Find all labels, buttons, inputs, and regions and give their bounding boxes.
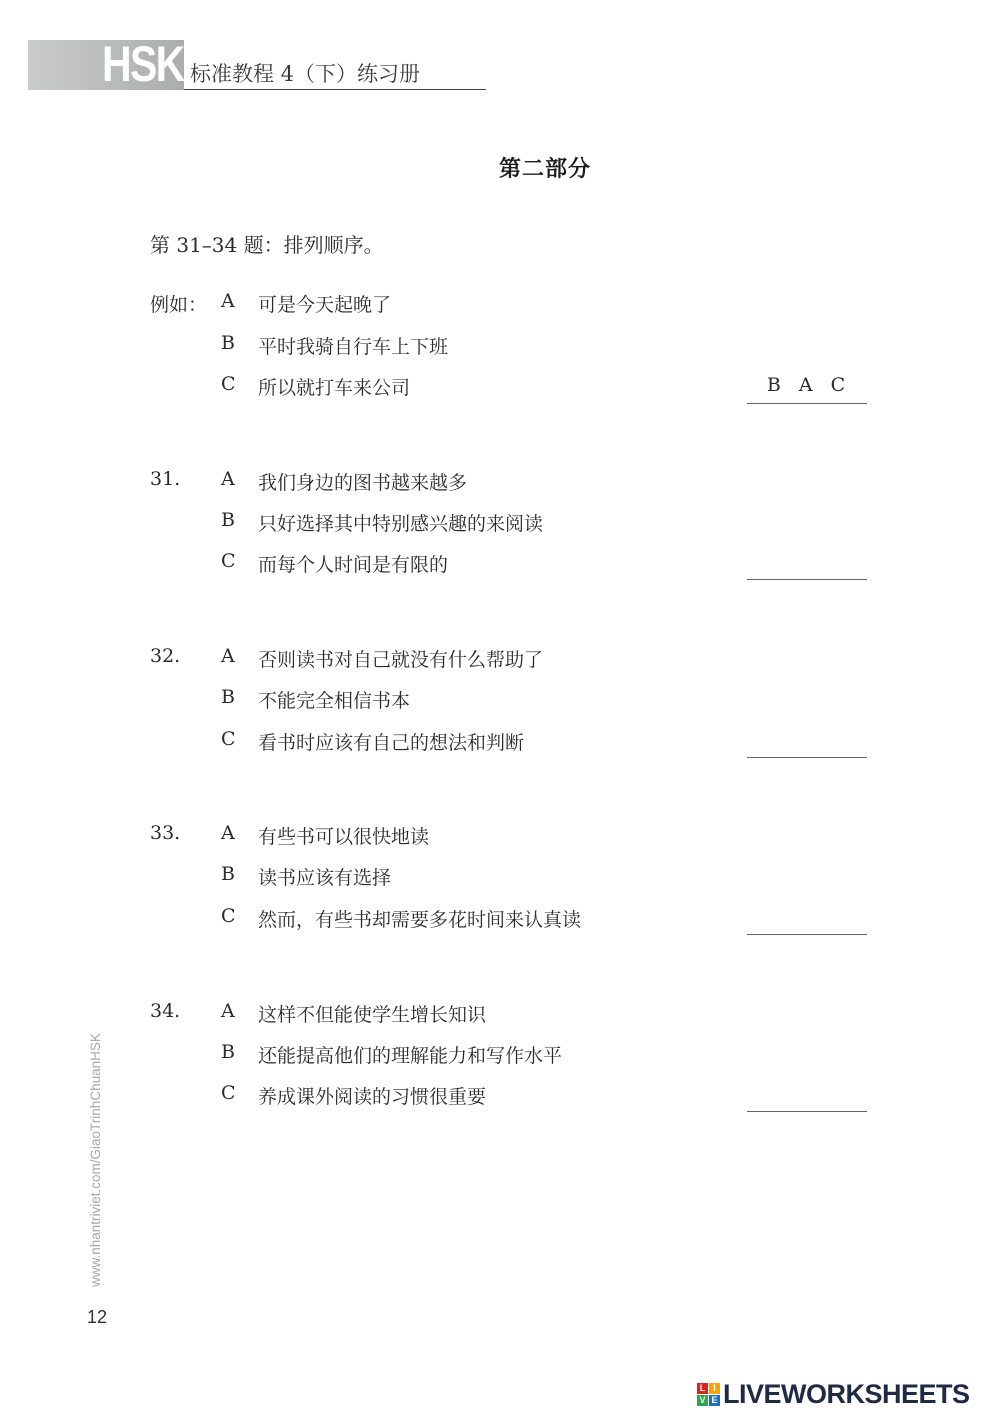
logo-tile-e: E (709, 1395, 720, 1406)
option-text: 养成课外阅读的习惯很重要 (258, 1086, 487, 1108)
example-answer: B A C (766, 374, 852, 396)
question-number: 33. (150, 822, 181, 844)
example-label: 例如： (150, 294, 208, 316)
option-letter: C (221, 905, 236, 927)
instruction: 第 31–34 题：排列顺序。 (150, 233, 384, 257)
option-text: 看书时应该有自己的想法和判断 (258, 732, 525, 754)
option-text: 然而，有些书却需要多花时间来认真读 (258, 909, 582, 931)
option-text: 不能完全相信书本 (258, 690, 411, 712)
answer-blank-34[interactable] (747, 1111, 867, 1112)
example-option-letter: C (221, 373, 236, 395)
option-letter: A (221, 1000, 235, 1022)
sidebar-url: www.nhantriviet.com/GiaoTrinhChuanHSK (88, 1033, 103, 1287)
section-title: 第二部分 (498, 156, 591, 182)
option-letter: A (221, 822, 235, 844)
option-letter: B (221, 509, 235, 531)
example-option-text: 所以就打车来公司 (258, 377, 411, 399)
question-number: 31. (150, 468, 181, 490)
option-letter: B (221, 1041, 235, 1063)
answer-blank-32[interactable] (747, 757, 867, 758)
page-number: 12 (87, 1307, 108, 1327)
liveworksheets-logo (697, 1379, 970, 1410)
logo-tile-l: L (697, 1383, 708, 1394)
example-answer-line (747, 403, 867, 404)
option-letter: A (221, 468, 235, 490)
option-letter: C (221, 550, 236, 572)
question-number: 32. (150, 645, 181, 667)
liveworksheets-wordmark: LIVEWORKSHEETS (723, 1379, 970, 1409)
logo-tile-v: V (697, 1395, 708, 1406)
option-text: 还能提高他们的理解能力和写作水平 (258, 1045, 563, 1067)
hsk-logo: HSK (102, 36, 184, 92)
example-option-letter: B (221, 332, 235, 354)
option-text: 读书应该有选择 (258, 867, 392, 889)
option-letter: C (221, 1082, 236, 1104)
option-text: 否则读书对自己就没有什么帮助了 (258, 649, 544, 671)
example-option-text: 可是今天起晚了 (258, 294, 392, 316)
option-letter: B (221, 863, 235, 885)
question-number: 34. (150, 1000, 181, 1022)
example-option-text: 平时我骑自行车上下班 (258, 336, 449, 358)
option-letter: A (221, 645, 235, 667)
book-title: 标准教程 4（下）练习册 (190, 62, 421, 86)
logo-tile-i: I (709, 1383, 720, 1394)
option-text: 有些书可以很快地读 (258, 826, 430, 848)
option-text: 这样不但能使学生增长知识 (258, 1004, 487, 1026)
option-letter: B (221, 686, 235, 708)
example-option-letter: A (221, 290, 235, 312)
option-text: 只好选择其中特别感兴趣的来阅读 (258, 513, 544, 535)
liveworksheets-icon (697, 1383, 720, 1406)
header-rule (184, 89, 486, 90)
answer-blank-33[interactable] (747, 934, 867, 935)
answer-blank-31[interactable] (747, 579, 867, 580)
option-letter: C (221, 728, 236, 750)
option-text: 我们身边的图书越来越多 (258, 472, 468, 494)
option-text: 而每个人时间是有限的 (258, 554, 449, 576)
